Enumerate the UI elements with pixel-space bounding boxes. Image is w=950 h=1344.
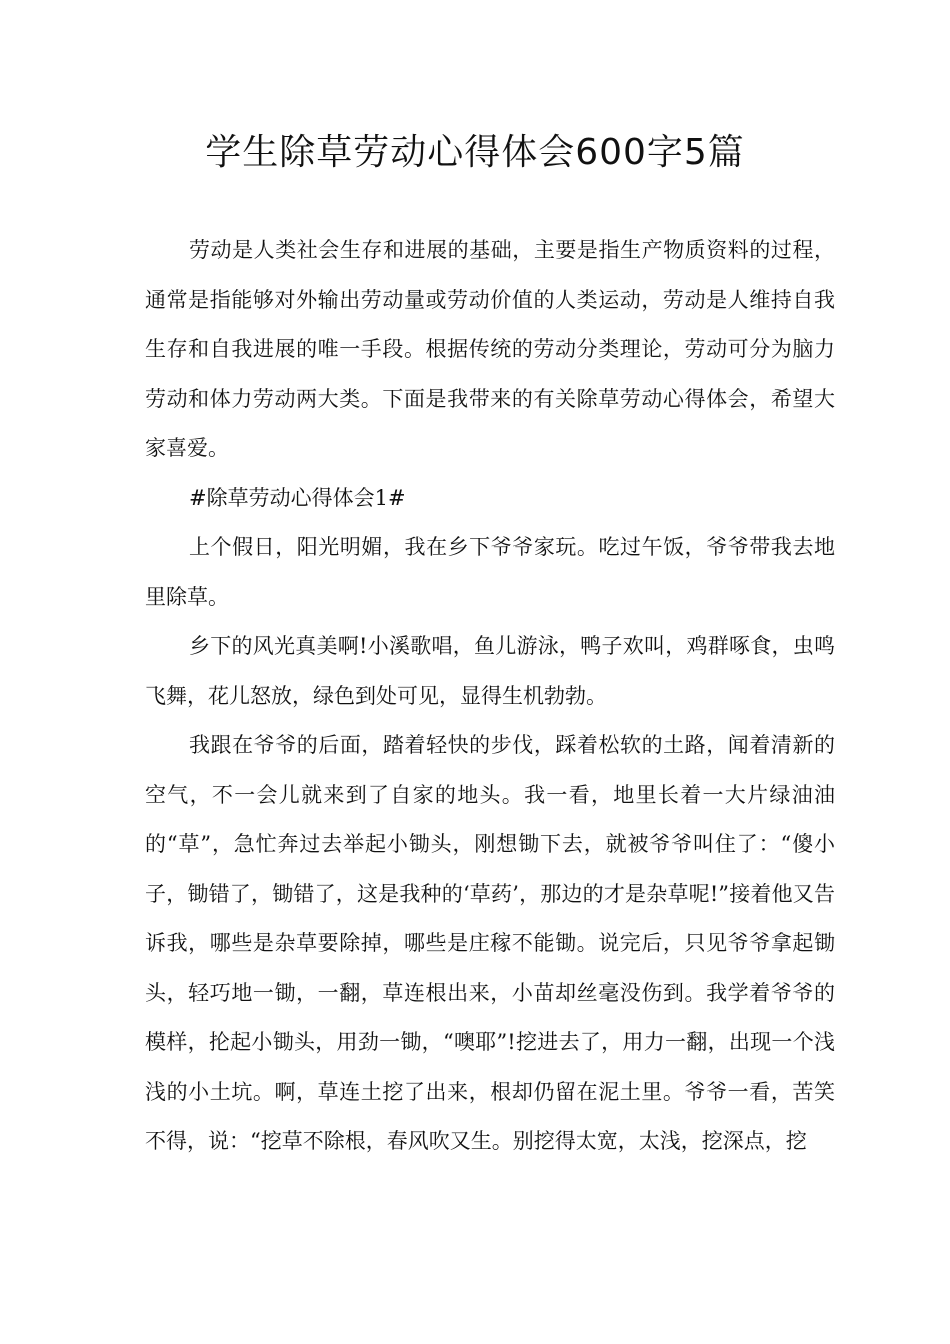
section-heading: #除草劳动心得体会1#	[189, 485, 406, 510]
body-paragraph: 上个假日，阳光明媚，我在乡下爷爷家玩。吃过午饭，爷爷带我去地里除草。	[145, 535, 835, 609]
body-paragraph: 我跟在爷爷的后面，踏着轻快的步伐，踩着松软的土路，闻着清新的空气，不一会儿就来到了自家的地头。我一看，地里长着一大片绿油油的“草”，急忙奔过去举起小锄头，刚想锄下去，就被爷爷叫住了：“傻小子，锄错了，锄错了，这是我种的‘草药’，那边的才是杂草呢!”接着他又告诉我，哪些是杂草要除掉，哪些是庄稼不能锄。说完后，只见爷爷拿起锄头，轻巧地一锄，一翻，草连根出来，小苗却丝毫没伤到。我学着爷爷的模样，抡起小锄头，用劲一锄，“噢耶”!挖进去了，用力一翻，出现一个浅浅的小土坑。啊，草连土挖了出来，根却仍留在泥土里。爷爷一看，苦笑不得，说：“挖草不除根，春风吹又生。别挖得太宽，太浅，挖深点，挖	[145, 733, 835, 1153]
document-body	[145, 226, 835, 1167]
body-paragraph: 乡下的风光真美啊!小溪歌唱，鱼儿游泳，鸭子欢叫，鸡群啄食，虫鸣飞舞，花儿怒放，绿色到处可见，显得生机勃勃。	[145, 634, 835, 708]
document-title: 学生除草劳动心得体会600字5篇	[205, 132, 745, 173]
intro-paragraph: 劳动是人类社会生存和进展的基础，主要是指生产物质资料的过程，通常是指能够对外输出劳动量或劳动价值的人类运动，劳动是人维持自我生存和自我进展的唯一手段。根据传统的劳动分类理论，劳动可分为脑力劳动和体力劳动两大类。下面是我带来的有关除草劳动心得体会，希望大家喜爱。	[145, 238, 835, 460]
